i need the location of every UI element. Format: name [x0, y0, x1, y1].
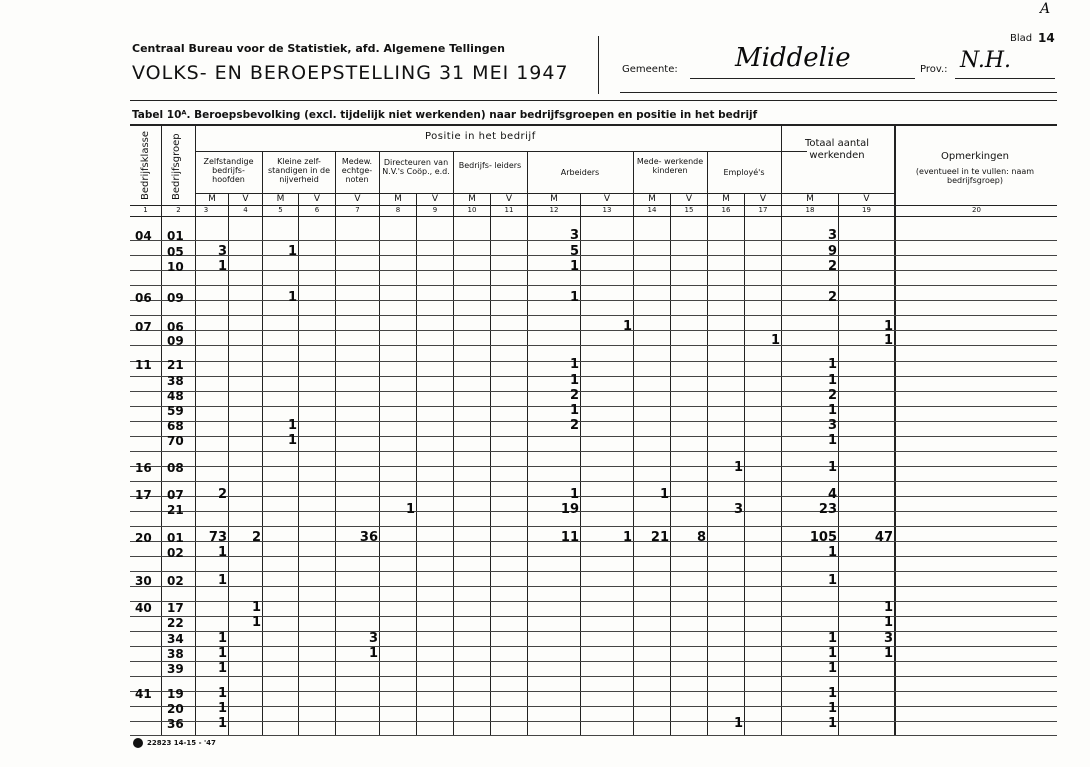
bureau-line: Centraal Bureau voor de Statistiek, afd. Algemene Tellingen: [132, 42, 505, 55]
cell-zM: 1: [217, 646, 227, 661]
cell-bedrijfsgroep: 68: [167, 419, 184, 433]
cell-bedrijfsgroep: 59: [167, 404, 184, 418]
row-rule: [130, 706, 1057, 707]
cell-mV: 3: [368, 631, 378, 646]
cell-tM: 1: [827, 403, 837, 418]
cell-tM: 1: [827, 716, 837, 731]
cell-tM: 1: [827, 373, 837, 388]
cell-zM: 2: [217, 487, 227, 502]
cell-bedrijfsklasse: 30: [135, 574, 152, 588]
cell-zM: 1: [217, 573, 227, 588]
mv-split: [228, 194, 229, 735]
cell-tV: 3: [883, 631, 893, 646]
cell-bedrijfsklasse: 04: [135, 229, 152, 243]
cell-aM: 1: [569, 290, 579, 305]
col-number: 20: [972, 206, 981, 214]
mv-split: [580, 194, 581, 735]
cell-bedrijfsgroep: 34: [167, 632, 184, 646]
printer-logo-icon: [133, 738, 143, 748]
col-number: 13: [602, 206, 612, 214]
col-number: 11: [504, 206, 514, 214]
mv-split: [744, 194, 745, 735]
cell-tV: 1: [883, 646, 893, 661]
cell-kM: 1: [287, 290, 297, 305]
mv-split: [670, 194, 671, 735]
prov-line: [955, 78, 1055, 79]
header-medewerkende: Mede- werkende kinderen: [636, 157, 704, 175]
m-label: M: [722, 194, 730, 204]
row-rule: [130, 735, 1057, 736]
row-rule: [130, 676, 1057, 677]
cell-zV: 1: [251, 615, 261, 630]
header-divider: [598, 36, 599, 94]
header-directeuren: Directeuren van N.V.'s Coöp., e.d.: [382, 158, 450, 176]
header-employes: Employé's: [723, 168, 765, 177]
header-zelfstandige: Zelfstandige bedrijfs- hoofden: [203, 157, 254, 184]
col-number: 4: [243, 206, 248, 214]
m-label: M: [468, 194, 476, 204]
cell-zV: 2: [251, 530, 261, 545]
cell-tM: 1: [827, 357, 837, 372]
cell-eM: 3: [733, 502, 743, 517]
cell-aM: 5: [569, 244, 579, 259]
cell-tM: 4: [827, 487, 837, 502]
row-rule: [130, 721, 1057, 722]
cell-bedrijfsklasse: 06: [135, 291, 152, 305]
blad-label: Blad: [1010, 33, 1033, 44]
row-rule: [130, 285, 1057, 286]
row-rule: [130, 481, 1057, 482]
row-rule: [130, 451, 1057, 452]
header-kleine: Kleine zelf- standigen in de nijverheid: [267, 157, 331, 184]
m-label: M: [276, 194, 285, 204]
header-bedrijfsleiders: Bedrijfs- leiders: [458, 161, 522, 170]
cell-eV: 1: [770, 333, 780, 348]
col-number: 7: [355, 206, 360, 214]
cell-bedrijfsklasse: 41: [135, 687, 152, 701]
mv-split: [298, 194, 299, 735]
cell-bedrijfsgroep: 48: [167, 389, 184, 403]
cell-bedrijfsgroep: 01: [167, 531, 184, 545]
cell-mkV: 8: [696, 530, 706, 545]
cell-tM: 3: [827, 228, 837, 243]
col-number: 9: [432, 206, 438, 214]
col-line: [527, 151, 528, 735]
cell-tM: 2: [827, 290, 837, 305]
cell-tM: 1: [827, 646, 837, 661]
cell-mkM: 1: [659, 487, 669, 502]
cell-zM: 1: [217, 545, 227, 560]
col-number: 6: [314, 206, 320, 214]
row-rule: [130, 631, 1057, 632]
row-rule: [130, 466, 1057, 467]
cell-bedrijfsgroep: 38: [167, 647, 184, 661]
cell-bedrijfsgroep: 02: [167, 574, 184, 588]
v-label: V: [685, 194, 693, 204]
cell-bedrijfsgroep: 22: [167, 616, 184, 630]
cell-eM: 1: [733, 716, 743, 731]
cell-bedrijfsgroep: 01: [167, 229, 184, 243]
col-line: [633, 151, 634, 735]
cell-dM: 1: [405, 502, 415, 517]
cell-mV: 36: [359, 530, 378, 545]
cell-aM: 11: [560, 530, 579, 545]
cell-tM: 1: [827, 433, 837, 448]
gemeente-label: Gemeente:: [622, 64, 678, 75]
cell-bedrijfsgroep: 06: [167, 320, 184, 334]
cell-bedrijfsklasse: 40: [135, 601, 152, 615]
positie-rule: [195, 151, 807, 152]
col-number: 17: [758, 206, 768, 214]
row-rule: [130, 571, 1057, 572]
cell-aM: 1: [569, 373, 579, 388]
cell-eM: 1: [733, 460, 743, 475]
number-row-bottom: [130, 216, 1057, 217]
row-rule: [130, 526, 1057, 527]
cell-tV: 47: [874, 530, 893, 545]
cell-tM: 1: [827, 686, 837, 701]
cell-zM: 1: [217, 661, 227, 676]
cell-mV: 1: [368, 646, 378, 661]
cell-zM: 1: [217, 701, 227, 716]
row-rule: [130, 511, 1057, 512]
cell-zM: 1: [217, 686, 227, 701]
col-line: [781, 125, 782, 735]
header-bedrijfsgroep: Bedrijfsgroep: [171, 133, 182, 200]
v-label: V: [759, 194, 767, 204]
header-bedrijfsklasse: Bedrijfsklasse: [140, 130, 151, 200]
v-label: V: [354, 194, 361, 204]
col-number: 14: [647, 206, 657, 214]
cell-tM: 1: [827, 573, 837, 588]
cell-zM: 1: [217, 259, 227, 274]
table-top-rule: [130, 124, 1057, 126]
col-number: 10: [467, 206, 477, 214]
row-rule: [130, 496, 1057, 497]
cell-tM: 1: [827, 661, 837, 676]
cell-bedrijfsgroep: 21: [167, 358, 184, 372]
cell-tM: 2: [827, 259, 837, 274]
cell-tV: 1: [883, 600, 893, 615]
header-opmerkingen: Opmerkingen: [941, 151, 1009, 162]
cell-aM: 1: [569, 487, 579, 502]
caption-top-rule: [130, 100, 1057, 101]
m-label: M: [208, 194, 216, 204]
blad-number: 14: [1038, 31, 1055, 45]
cell-bedrijfsgroep: 09: [167, 291, 184, 305]
v-label: V: [863, 194, 870, 204]
row-rule: [130, 646, 1057, 647]
col-number: 12: [549, 206, 559, 214]
cell-bedrijfsgroep: 20: [167, 702, 184, 716]
row-rule: [130, 691, 1057, 692]
cell-zM: 1: [217, 716, 227, 731]
gemeente-line: [690, 78, 915, 79]
col-number: 16: [721, 206, 731, 214]
cell-tV: 1: [883, 615, 893, 630]
cell-tM: 1: [827, 545, 837, 560]
col-number: 18: [805, 206, 815, 214]
cell-bedrijfsgroep: 05: [167, 245, 184, 259]
m-label: M: [806, 194, 814, 204]
cell-bedrijfsgroep: 39: [167, 662, 184, 676]
row-rule: [130, 361, 1057, 362]
cell-aM: 19: [560, 502, 579, 517]
m-label: M: [550, 194, 558, 204]
cell-tV: 1: [883, 333, 893, 348]
cell-tM: 1: [827, 701, 837, 716]
cell-kM: 1: [287, 433, 297, 448]
print-code: 22823 14-15 - '47: [147, 739, 216, 747]
cell-mkM: 21: [650, 530, 669, 545]
v-label: V: [242, 194, 249, 204]
row-rule: [130, 406, 1057, 407]
col-number: 19: [862, 206, 871, 214]
cell-aM: 1: [569, 403, 579, 418]
cell-kM: 1: [287, 244, 297, 259]
table-caption: Tabel 10ᴬ. Beroepsbevolking (excl. tijdelijk niet werkenden) naar bedrijfsgroepen en positie in het bedrijf: [132, 109, 758, 121]
cell-tM: 3: [827, 418, 837, 433]
cell-bedrijfsklasse: 20: [135, 531, 152, 545]
mv-split: [490, 194, 491, 735]
cell-bedrijfsgroep: 36: [167, 717, 184, 731]
cell-zM: 1: [217, 631, 227, 646]
row-rule: [130, 240, 1057, 241]
header-medew: Medew. echtge- noten: [341, 157, 373, 184]
v-label: V: [505, 194, 513, 204]
prov-label: Prov.:: [920, 64, 948, 75]
mv-split: [416, 194, 417, 735]
header-totaal: Totaal aantal werkenden: [804, 138, 870, 161]
header-arbeiders: Arbeiders: [560, 168, 600, 177]
col-line: [707, 151, 708, 735]
row-rule: [130, 601, 1057, 602]
row-rule: [130, 586, 1057, 587]
row-rule: [130, 345, 1057, 346]
cell-kM: 1: [287, 418, 297, 433]
col-line: [379, 151, 380, 735]
cell-aV: 1: [622, 530, 632, 545]
col-line: [262, 151, 263, 735]
cell-tM: 1: [827, 460, 837, 475]
v-label: V: [603, 194, 611, 204]
col-number: 8: [395, 206, 401, 214]
cell-aM: 2: [569, 388, 579, 403]
cell-bedrijfsgroep: 09: [167, 334, 184, 348]
cell-bedrijfsklasse: 16: [135, 461, 152, 475]
form-title: VOLKS- EN BEROEPSTELLING 31 MEI 1947: [132, 62, 569, 84]
v-label: V: [431, 194, 439, 204]
cell-bedrijfsgroep: 02: [167, 546, 184, 560]
cell-aM: 1: [569, 357, 579, 372]
row-rule: [130, 556, 1057, 557]
cell-aM: 3: [569, 228, 579, 243]
row-rule: [130, 661, 1057, 662]
cell-bedrijfsgroep: 07: [167, 488, 184, 502]
blad-note: A: [1040, 1, 1051, 17]
row-rule: [130, 315, 1057, 316]
prov-value: N.H.: [960, 48, 1012, 73]
gemeente-value: Middelie: [735, 43, 851, 73]
col-number: 15: [684, 206, 694, 214]
header-rule: [620, 92, 1057, 93]
m-label: M: [394, 194, 402, 204]
cell-bedrijfsklasse: 17: [135, 488, 152, 502]
m-label: M: [648, 194, 656, 204]
col-number: 1: [143, 206, 148, 214]
header-opmerkingen-sub: (eventueel in te vullen: naam bedrijfsgroep): [915, 167, 1035, 185]
header-positie: Positie in het bedrijf: [425, 131, 536, 142]
col-line: [335, 151, 336, 735]
cell-aM: 1: [569, 259, 579, 274]
cell-bedrijfsgroep: 08: [167, 461, 184, 475]
cell-tM: 23: [818, 502, 837, 517]
cell-zV: 1: [251, 600, 261, 615]
row-rule: [130, 616, 1057, 617]
cell-bedrijfsgroep: 70: [167, 434, 184, 448]
row-rule: [130, 376, 1057, 377]
cell-tM: 105: [809, 530, 837, 545]
cell-bedrijfsgroep: 17: [167, 601, 184, 615]
cell-tM: 9: [827, 244, 837, 259]
row-rule: [130, 391, 1057, 392]
cell-bedrijfsgroep: 10: [167, 260, 184, 274]
row-rule: [130, 270, 1057, 271]
cell-aV: 1: [622, 319, 632, 334]
cell-zM: 73: [208, 530, 227, 545]
cell-tV: 1: [883, 319, 893, 334]
cell-bedrijfsklasse: 11: [135, 358, 152, 372]
cell-tM: 1: [827, 631, 837, 646]
col-line: [453, 151, 454, 735]
cell-bedrijfsgroep: 21: [167, 503, 184, 517]
col-number: 3: [203, 206, 209, 214]
col-line: [161, 125, 162, 735]
cell-bedrijfsgroep: 38: [167, 374, 184, 388]
v-label: V: [313, 194, 321, 204]
cell-bedrijfsgroep: 19: [167, 687, 184, 701]
col-number: 5: [278, 206, 283, 214]
col-line: [894, 125, 896, 735]
cell-bedrijfsklasse: 07: [135, 320, 152, 334]
cell-tM: 2: [827, 388, 837, 403]
mv-split: [838, 194, 839, 735]
col-number: 2: [176, 206, 181, 214]
cell-zM: 3: [217, 244, 227, 259]
cell-aM: 2: [569, 418, 579, 433]
